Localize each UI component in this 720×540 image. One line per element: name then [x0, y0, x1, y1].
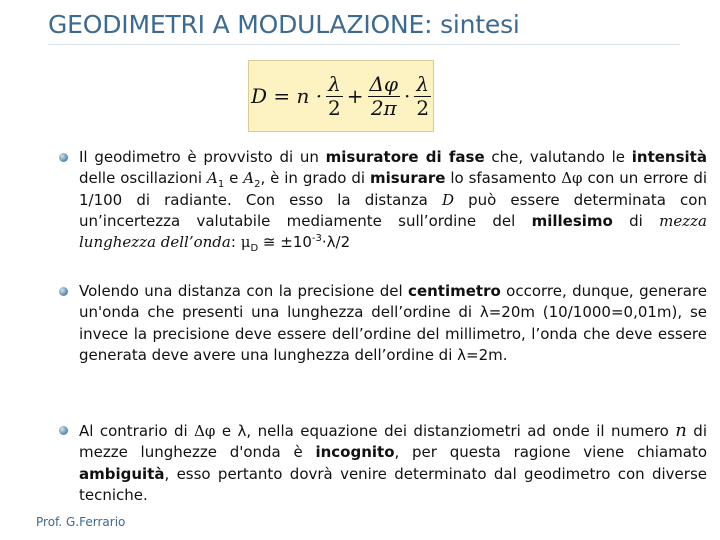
fraction-2-numerator: Δφ: [369, 71, 398, 96]
formula-fraction-2: [368, 71, 400, 120]
formula-box: [248, 60, 434, 132]
distance-formula: [250, 71, 431, 120]
fraction-1-denominator: 2: [328, 95, 341, 120]
formula-lhs: D = n ·: [250, 84, 323, 108]
bullet-icon: [59, 287, 68, 296]
fraction-2-denominator: 2π: [370, 95, 397, 120]
formula-plus: +: [346, 84, 364, 108]
fraction-3-numerator: λ: [416, 71, 430, 96]
bullet-icon: [59, 426, 68, 435]
formula-fraction-3: [414, 71, 431, 120]
slide-footer: Prof. G.Ferrario: [36, 515, 126, 529]
bullet-icon: [59, 153, 68, 162]
bullet-1-text: Il geodimetro è provvisto di un misuratore di fase che, valutando le intensità delle oscillazioni $A_1$ e $A_2$, è in grado di misurare lo sfasamento Δφ con un errore di 1/100 di radiante. Con esso la distanza D può essere determinata con un’incertezza valutabile mediamente sull’ordine del millesimo di mezza lunghezza dell’onda: $\mu_D$ ≅ $\pm 10^{-3}\cdot\lambda/2$: [79, 148, 708, 255]
title-divider: [48, 44, 680, 45]
bullet-3-text: Al contrario di Δφ e λ, nella equazione dei distanziometri ad onde il numero n di mezze lunghezze d'onda è incognito, per questa ragione viene chiamato ambiguità, esso pertanto dovrà venire determinato dal geodimetro con diverse tecniche.: [79, 420, 707, 504]
slide-title: GEODIMETRI A MODULAZIONE: sintesi: [48, 10, 520, 39]
fraction-3-denominator: 2: [416, 95, 430, 120]
bullet-3: [62, 420, 707, 506]
bullet-2: [62, 281, 707, 366]
bullet-2-text: Volendo una distanza con la precisione del centimetro occorre, dunque, generare un'onda che presenti una lunghezza dell’ordine di λ=20m (10/1000=0,01m), se invece la precisione deve essere dell’ordine del millimetro, l’onda che deve essere generata deve avere una lunghezza dell’ordine di λ=2m.: [79, 282, 707, 364]
fraction-1-numerator: λ: [328, 71, 341, 96]
formula-dot: ·: [403, 84, 411, 108]
formula-fraction-1: [326, 71, 343, 120]
bullet-1: [62, 147, 707, 253]
